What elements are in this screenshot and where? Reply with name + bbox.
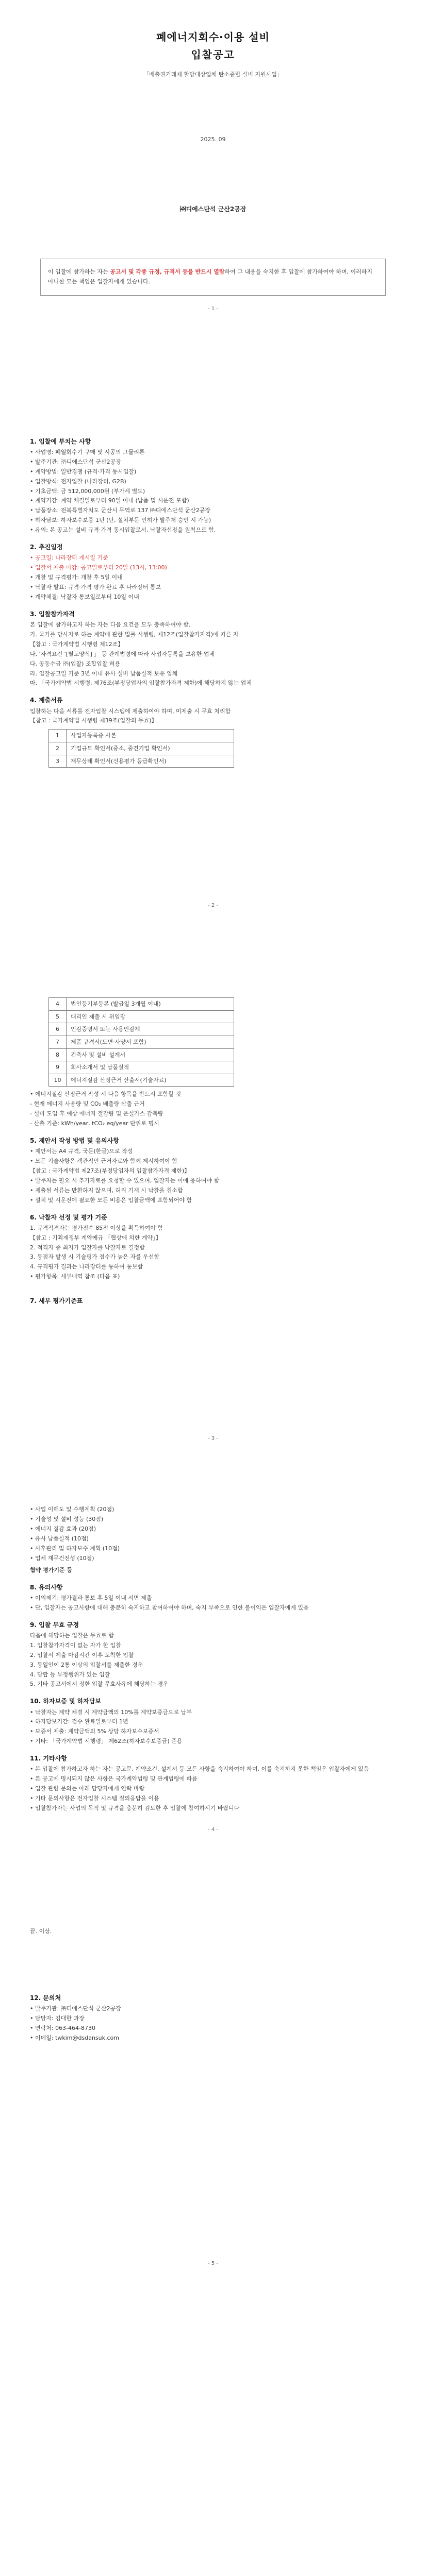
section-line: 5. 기타 공고서에서 정한 입찰 무효사유에 해당하는 경우: [30, 1681, 169, 1688]
section-line: 4. 담합 등 부정행위가 있는 입찰: [30, 1671, 110, 1678]
section-line: • 사업 이해도 및 수행계획 (20점): [30, 1506, 114, 1513]
section-10: [30, 1697, 396, 1747]
section-line: • 평가항목: 세부내역 참조 (다음 표): [30, 1273, 120, 1280]
section-8: [30, 1583, 396, 1613]
table-cell-no: 10: [49, 1074, 67, 1087]
page-number: - 3 -: [208, 1436, 218, 1442]
section-line: 3. 동점자 발생 시 기술평가 점수가 높은 자를 우선함: [30, 1253, 159, 1261]
table-cell-no: 3: [49, 755, 67, 768]
section-line: 3. 동일인이 2통 이상의 입찰서를 제출한 경우: [30, 1661, 143, 1668]
organization-name: ㈜디에스단석 군산2공장: [179, 206, 247, 213]
table-row: [49, 1061, 234, 1074]
section-line: • 기타: 「국가계약법 시행령」 제62조(하자보수보증금) 준용: [30, 1738, 183, 1745]
section-subheading: 협약 평가기준 등: [30, 1566, 73, 1573]
table-row: [49, 1074, 234, 1087]
page-number: - 1 -: [208, 306, 218, 312]
section-line: • 하자담보: 하자보수보증 1년 (단, 설치부문 인허가 발주처 승인 시 가능): [30, 517, 211, 524]
page-number: - 5 -: [208, 2260, 218, 2266]
section-line: 4. 규격평가 결과는 나라장터를 통하여 통보함: [30, 1263, 143, 1270]
section-line: • 모든 기술사항은 객관적인 근거자료와 함께 제시하여야 함: [30, 1158, 177, 1164]
section-1: [30, 437, 396, 535]
section-line: • 입찰참가자는 사업의 목적 및 규격을 충분히 검토한 후 입찰에 참여하시기 바랍니다: [30, 1804, 240, 1811]
section-title: 6. 낙찰자 선정 및 평가 기준: [30, 1213, 107, 1221]
table-cell-no: 7: [49, 1036, 67, 1048]
section-line: • 유사 납품실적 (10점): [30, 1535, 89, 1543]
required-documents-table-1: [48, 729, 234, 768]
section-title: 9. 입찰 무효 규정: [30, 1621, 79, 1629]
section-line: 본 입찰에 참가하고자 하는 자는 다음 요건을 모두 충족하여야 함.: [30, 621, 191, 628]
contact-email[interactable]: • 이메일: twkim@dsdansuk.com: [30, 2034, 119, 2041]
section-12: [30, 1993, 396, 2043]
section-line: • 제출된 서류는 반환하지 않으며, 허위 기재 시 낙찰을 취소함: [30, 1187, 183, 1194]
section-line: • 입찰방식: 전자입찰 (나라장터, G2B): [30, 478, 126, 485]
section-line: - 설비 도입 후 예상 에너지 절감량 및 온실가스 감축량: [30, 1110, 163, 1117]
table-cell-no: 6: [49, 1023, 67, 1036]
table-cell-item: 건축사 및 설비 설계서: [67, 1048, 234, 1061]
section-line: • 개찰 및 규격평가: 개찰 후 5일 이내: [30, 574, 123, 581]
section-line: • 계약방법: 일반경쟁 (규격·가격 동시입찰): [30, 468, 137, 475]
table-cell-no: 5: [49, 1010, 67, 1023]
table-cell-item: 대리인 제출 시 위임장: [67, 1010, 234, 1023]
required-documents-table-2: [48, 997, 234, 1087]
table-row: [49, 742, 234, 755]
page-number: - 2 -: [208, 903, 218, 909]
table-row: [49, 1023, 234, 1036]
notice-pre: 이 입찰에 참가하는 자는: [48, 268, 110, 276]
contact-line: • 담당자: 김대한 과장: [30, 2014, 85, 2022]
cover-title-block: [30, 0, 396, 79]
contact-line: • 발주기관: ㈜디에스단석 군산2공장: [30, 2005, 121, 2012]
section-line: • 유의: 본 공고는 설비 규격·가격 동시입찰로서, 낙찰자선정을 원칙으로 함.: [30, 527, 216, 534]
section-line: • 보증서 제출: 계약금액의 5% 상당 하자보수보증서: [30, 1728, 159, 1735]
section-line: • 발주처는 필요 시 추가자료를 요청할 수 있으며, 입찰자는 이에 응하여야 함: [30, 1177, 220, 1184]
table-cell-item: 사업자등록증 사본: [67, 730, 234, 742]
table-cell-item: 법인등기부등본 (발급일 3개월 이내): [67, 998, 234, 1011]
section-line: • 계약기간: 계약 체결일로부터 90일 이내 (납품 및 시운전 포함): [30, 497, 189, 504]
section-title: 11. 기타사항: [30, 1755, 67, 1762]
section-line: - 산출 기준: kWh/year, tCO₂ eq/year 단위로 명시: [30, 1120, 159, 1127]
table-cell-item: 회사소개서 및 납품실적: [67, 1061, 234, 1074]
table-row: [49, 1010, 234, 1023]
section-title: 8. 유의사항: [30, 1583, 63, 1591]
section-7-list: [30, 1505, 396, 1575]
section-line: • 이의제기: 평가결과 통보 후 5일 이내 서면 제출: [30, 1594, 152, 1601]
section-line: • 발주기관: ㈜디에스단석 군산2공장: [30, 458, 121, 465]
section-line: 다음에 해당하는 입찰은 무효로 함: [30, 1632, 114, 1639]
document-title: 폐에너지회수·이용 설비: [156, 31, 270, 43]
table-cell-no: 2: [49, 742, 67, 755]
section-4: [30, 696, 396, 768]
section-5: [30, 1136, 396, 1206]
section-11: [30, 1754, 396, 1814]
section-line: 1. 입찰참가자격이 없는 자가 한 입찰: [30, 1641, 121, 1649]
section-line: • 기술성 및 설비 성능 (30점): [30, 1516, 104, 1523]
document-description: 「배출권거래제 할당대상업체 탄소중립 설비 지원사업」: [143, 71, 283, 78]
section-line: • 설치 및 시운전에 필요한 모든 비용은 입찰금액에 포함되어야 함: [30, 1196, 192, 1204]
section-line: • 입찰 관련 문의는 아래 담당자에게 연락 바람: [30, 1785, 145, 1792]
section-line: • 납품장소: 전북특별자치도 군산시 무역로 137 ㈜디에스단석 군산2공장: [30, 507, 210, 514]
section-line: 1. 규격적격자는 평가점수 85점 이상을 획득하여야 함: [30, 1224, 163, 1231]
section-line: • 하자담보기간: 검수 완료일로부터 1년: [30, 1718, 128, 1725]
section-6: [30, 1213, 396, 1282]
table-row: [49, 755, 234, 768]
section-line: • 단, 입찰자는 공고사항에 대해 충분히 숙지하고 참여하여야 하며, 숙지 부족으로 인한 불이익은 입찰자에게 있음: [30, 1604, 309, 1611]
table-cell-item: 재무상태 확인서(신용평가 등급확인서): [67, 755, 234, 768]
document-date: 2025. 09: [200, 135, 226, 143]
table-row: [49, 1048, 234, 1061]
section-title: 3. 입찰참가자격: [30, 610, 75, 618]
closing-text: 끝. 이상.: [30, 1927, 52, 1935]
table-cell-no: 8: [49, 1048, 67, 1061]
section-line-highlight: • 입찰서 제출 마감: 공고일로부터 20일 (13시, 13:00): [30, 564, 167, 571]
section-title: 4. 제출서류: [30, 697, 63, 704]
table-cell-item: 기업규모 확인서(중소, 중견기업 확인서): [67, 742, 234, 755]
section-3: [30, 609, 396, 689]
notice-highlight: 공고서 및 각종 규정, 규격서 등을 반드시 열람: [110, 268, 225, 276]
section-line: • 본 입찰에 참가하고자 하는 자는 공고문, 계약조건, 설계서 등 모든 사항을 숙지하여야 하며, 이를 숙지하지 못한 책임은 입찰자에게 있음: [30, 1766, 369, 1773]
section-line: • 낙찰자 발표: 규격·가격 평가 완료 후 나라장터 통보: [30, 584, 161, 590]
table-row: [49, 998, 234, 1011]
section-title: 5. 제안서 작성 방법 및 유의사항: [30, 1137, 119, 1144]
section-title: 12. 문의처: [30, 1994, 61, 2002]
section-line: • 본 공고에 명시되지 않은 사항은 국가계약법령 및 관계법령에 따름: [30, 1775, 198, 1783]
section-2: [30, 543, 396, 602]
section-line: 【참고 : 국가계약법 시행령 제39조(입찰의 무효)】: [30, 717, 157, 724]
section-line: 【참고 : 국가계약법 제27조(부정당업자의 입찰참가자격 제한)】: [30, 1167, 190, 1174]
table-cell-item: 인감증명서 또는 사용인감계: [67, 1023, 234, 1036]
table-row: [49, 730, 234, 742]
section-line-highlight: • 공고일: 나라장터 게시일 기준: [30, 554, 108, 562]
section-title: 7. 세부 평가기준표: [30, 1297, 83, 1305]
section-7: [30, 1296, 396, 1306]
table-cell-item: 에너지절감 산정근거 산출서(기술자료): [67, 1074, 234, 1087]
table-cell-no: 4: [49, 998, 67, 1011]
section-line: 【참고 : 국가계약법 시행령 제12조】: [30, 640, 124, 648]
section-line: 【참고 : 기획재정부 계약예규 「협상에 의한 계약」】: [30, 1234, 161, 1241]
table-cell-no: 1: [49, 730, 67, 742]
section-4-continued: [30, 997, 396, 1129]
section-line: 입찰하는 다음 서류를 전자입찰 시스템에 제출하여야 하며, 미제출 시 무효 처리함: [30, 707, 231, 715]
section-line: 2. 입찰서 제출 마감시간 이후 도착한 입찰: [30, 1651, 134, 1658]
section-line: • 업체 재무건전성 (10점): [30, 1554, 94, 1562]
page-number: - 4 -: [208, 1826, 218, 1833]
section-line: • 계약체결: 낙찰자 통보일로부터 10일 이내: [30, 593, 139, 600]
section-line: • 에너지 절감 효과 (20점): [30, 1526, 96, 1533]
section-line: • 기타 문의사항은 전자입찰 시스템 질의응답을 이용: [30, 1795, 159, 1802]
section-line: - 현재 에너지 사용량 및 CO₂ 배출량 산출 근거: [30, 1100, 145, 1108]
section-line: 마. 「국가계약법 시행령, 제76조(부정당업자의 입찰참가자격 제한)에 해당하지 않는 업체: [30, 680, 252, 687]
section-line: 다. 공동수급 ㈜(입찰) 조합입찰 허용: [30, 660, 121, 667]
section-9: [30, 1620, 396, 1690]
document-subtitle: 입찰공고: [191, 48, 235, 61]
section-line: • 사후관리 및 하자보수 계획 (10점): [30, 1545, 120, 1552]
section-line: 2. 적격자 중 최저가 입찰자를 낙찰자로 결정함: [30, 1244, 145, 1251]
section-title: 1. 입찰에 부치는 사항: [30, 437, 91, 445]
notice-box: [40, 259, 386, 295]
section-line: 가. 국가를 당사자로 하는 계약에 관한 법률 시행령, 제12조(입찰참가자격)에 따른 자: [30, 631, 239, 638]
section-line: 나. '자격요건 '[별도양식] 」 등 관계법령에 따라 사업자등록을 보유한 업체: [30, 650, 215, 657]
table-cell-item: 제품 규격서(도면·사양서 포함): [67, 1036, 234, 1048]
section-title: 2. 추진일정: [30, 544, 63, 551]
section-line: • 낙찰자는 계약 체결 시 계약금액의 10%를 계약보증금으로 납부: [30, 1708, 192, 1716]
section-line: • 에너지절감 산정근거 작성 시 다음 항목을 반드시 포함할 것: [30, 1091, 181, 1098]
section-line: • 사업명: 폐열회수기 구매 및 시공의 그물리튼: [30, 448, 145, 455]
notice-post: 하여 그 내용을 숙지한 후 입찰에 참가하여야 하며, 이러하지 아니한 모든 책임은 입찰자에게 있습니다.: [48, 268, 373, 285]
table-cell-no: 9: [49, 1061, 67, 1074]
contact-line: • 연락처: 063-464-8730: [30, 2024, 95, 2031]
section-line: 라. 입찰공고일 기준 3년 이내 유사 설비 납품실적 보유 업체: [30, 670, 178, 677]
section-title: 10. 하자보증 및 하자담보: [30, 1698, 102, 1705]
section-line: • 제안서는 A4 규격, 국문(한글)으로 작성: [30, 1148, 133, 1155]
table-row: [49, 1036, 234, 1048]
section-line: • 기초금액: 금 512,000,000원 (부가세 별도): [30, 487, 145, 495]
